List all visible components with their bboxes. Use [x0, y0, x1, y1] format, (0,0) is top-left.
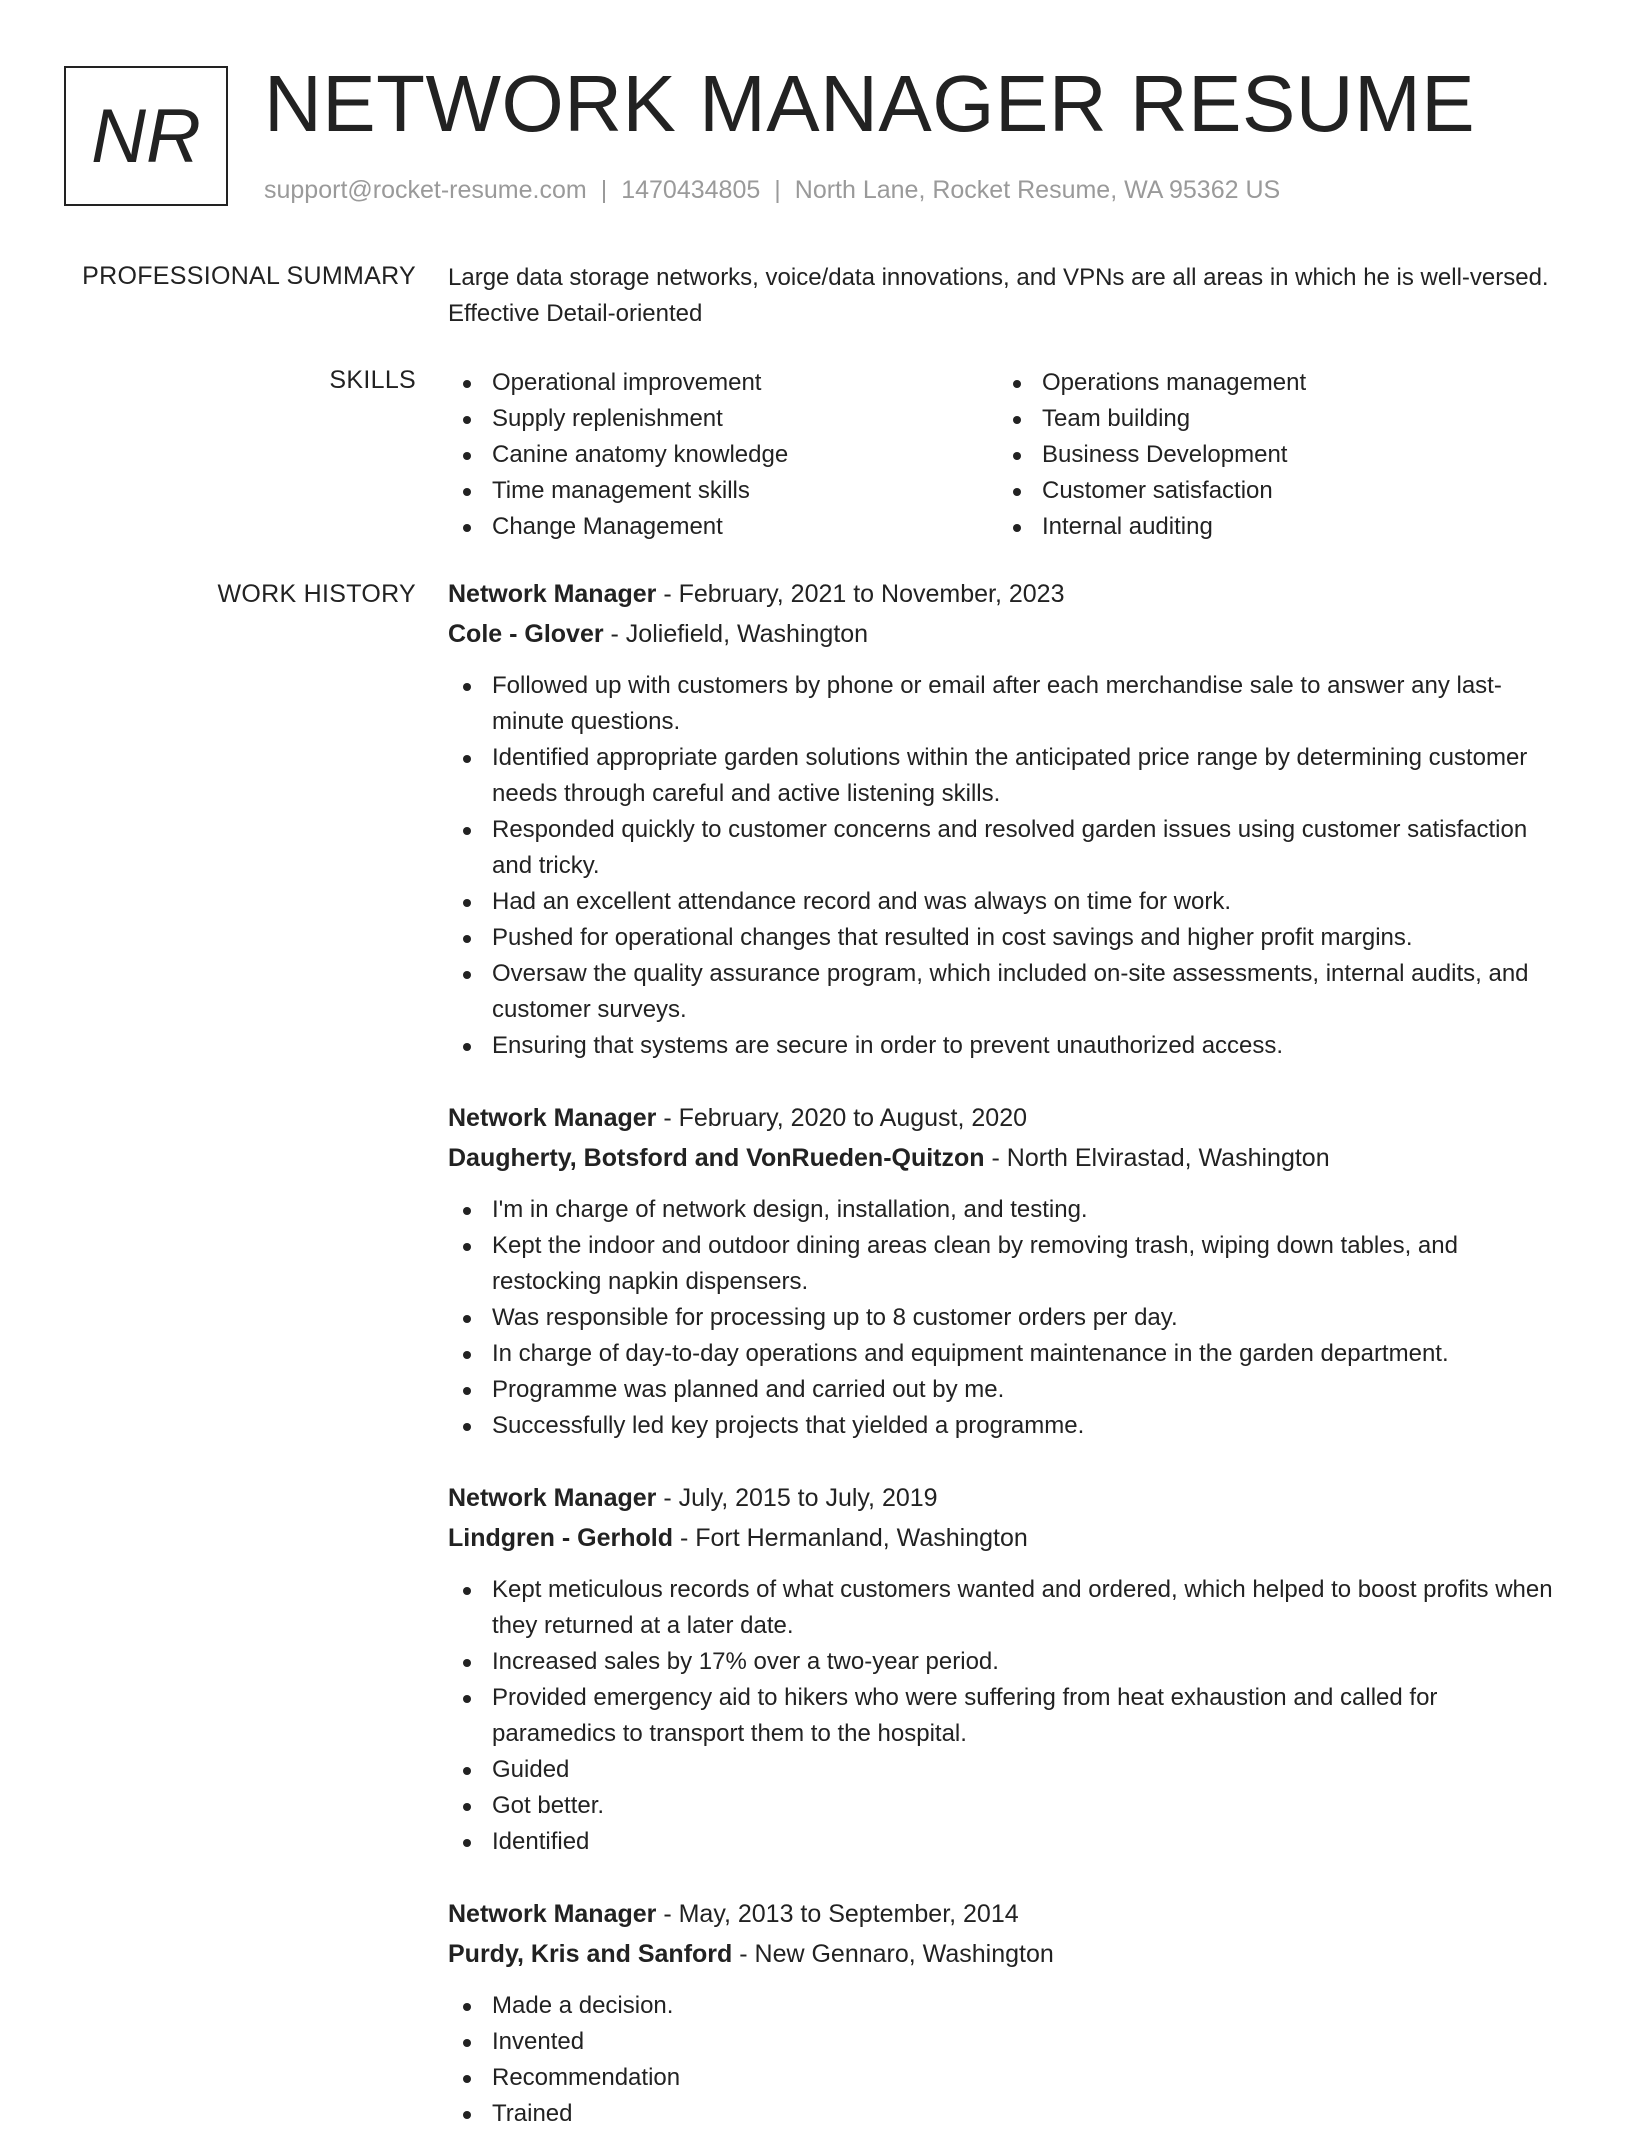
job-company: Lindgren - Gerhold [448, 1524, 673, 1552]
job-entry [448, 574, 1568, 1064]
job-entry [448, 1478, 1568, 1860]
job-dates: - July, 2015 to July, 2019 [656, 1484, 938, 1512]
job-bullets [448, 668, 1568, 1064]
job-entry [448, 1894, 1568, 2132]
summary-text: Large data storage networks, voice/data innovations, and VPNs are all areas in which he is well-versed. Effective Detail-oriented [448, 264, 1549, 327]
job-bullet: Kept the indoor and outdoor dining areas clean by removing trash, wiping down tables, and restocking napkin dispensers. [448, 1228, 1568, 1300]
skill-item: Business Development [998, 437, 1548, 473]
resume-title: NETWORK MANAGER RESUME [264, 59, 1476, 148]
job-title: Network Manager [448, 580, 657, 608]
skills-column-right [998, 365, 1548, 545]
job-title-line [448, 1478, 1568, 1518]
job-bullet: Got better. [448, 1788, 1568, 1824]
job-bullet: Pushed for operational changes that resulted in cost savings and higher profit margins. [448, 920, 1568, 956]
job-bullet: Recommendation [448, 2060, 1568, 2096]
skill-item: Team building [998, 401, 1548, 437]
job-entry [448, 1098, 1568, 1444]
job-company-line [448, 1934, 1568, 1974]
summary-content [448, 260, 1568, 332]
job-bullet: Had an excellent attendance record and was always on time for work. [448, 884, 1568, 920]
job-bullet: Increased sales by 17% over a two-year period. [448, 1644, 1568, 1680]
contact-address: North Lane, Rocket Resume, WA 95362 US [794, 176, 1281, 204]
job-company: Purdy, Kris and Sanford [448, 1940, 733, 1968]
summary-label: PROFESSIONAL SUMMARY [82, 262, 416, 290]
monogram-box [64, 66, 228, 206]
job-title: Network Manager [448, 1484, 657, 1512]
job-bullet: Ensuring that systems are secure in order to prevent unauthorized access. [448, 1028, 1568, 1064]
skills-grid [448, 365, 1568, 545]
job-bullets [448, 1192, 1568, 1444]
job-bullet: Invented [448, 2024, 1568, 2060]
job-bullet: Provided emergency aid to hikers who were suffering from heat exhaustion and called for paramedics to transport them to the hospital. [448, 1680, 1568, 1752]
job-bullet: Identified appropriate garden solutions within the anticipated price range by determining customer needs through careful and active listening skills. [448, 740, 1568, 812]
job-location: - Joliefield, Washington [603, 620, 869, 648]
job-title-line [448, 1098, 1568, 1138]
job-location: - Fort Hermanland, Washington [673, 1524, 1028, 1552]
job-title: Network Manager [448, 1104, 657, 1132]
job-company: Cole - Glover [448, 620, 604, 648]
skills-content [448, 365, 1568, 545]
job-bullet: Was responsible for processing up to 8 customer orders per day. [448, 1300, 1568, 1336]
contact-phone[interactable]: 1470434805 [621, 176, 761, 204]
job-location: - New Gennaro, Washington [732, 1940, 1054, 1968]
job-bullets [448, 1572, 1568, 1860]
job-company-line [448, 1518, 1568, 1558]
job-bullets [448, 1988, 1568, 2132]
job-title: Network Manager [448, 1900, 657, 1928]
skill-item: Time management skills [448, 473, 998, 509]
job-company-line [448, 1138, 1568, 1178]
skill-item: Change Management [448, 509, 998, 545]
skills-column-left [448, 365, 998, 545]
job-bullet: Trained [448, 2096, 1568, 2132]
work-history-label: WORK HISTORY [217, 580, 416, 608]
job-bullet: Made a decision. [448, 1988, 1568, 2024]
job-bullet: Programme was planned and carried out by me. [448, 1372, 1568, 1408]
skill-item: Operational improvement [448, 365, 998, 401]
contact-email[interactable]: support@rocket-resume.com [264, 176, 587, 204]
job-bullet: Followed up with customers by phone or email after each merchandise sale to answer any last-minute questions. [448, 668, 1568, 740]
job-bullet: Identified [448, 1824, 1568, 1860]
job-company: Daugherty, Botsford and VonRueden-Quitzon [448, 1144, 985, 1172]
contact-line [264, 176, 1280, 205]
skill-item: Internal auditing [998, 509, 1548, 545]
contact-separator: | [774, 176, 781, 204]
job-bullet: In charge of day-to-day operations and equipment maintenance in the garden department. [448, 1336, 1568, 1372]
skill-item: Canine anatomy knowledge [448, 437, 998, 473]
job-bullet: Guided [448, 1752, 1568, 1788]
job-location: - North Elvirastad, Washington [984, 1144, 1330, 1172]
job-bullet: Oversaw the quality assurance program, which included on-site assessments, internal audits, and customer surveys. [448, 956, 1568, 1028]
job-dates: - February, 2020 to August, 2020 [656, 1104, 1027, 1132]
contact-separator: | [600, 176, 608, 204]
job-dates: - May, 2013 to September, 2014 [656, 1900, 1019, 1928]
job-bullet: Responded quickly to customer concerns and resolved garden issues using customer satisfaction and tricky. [448, 812, 1568, 884]
job-title-line [448, 1894, 1568, 1934]
skill-item: Operations management [998, 365, 1548, 401]
skill-item: Customer satisfaction [998, 473, 1548, 509]
job-company-line [448, 614, 1568, 654]
monogram-initials: NR [91, 93, 201, 179]
job-dates: - February, 2021 to November, 2023 [656, 580, 1065, 608]
job-bullet: Successfully led key projects that yielded a programme. [448, 1408, 1568, 1444]
job-bullet: Kept meticulous records of what customers wanted and ordered, which helped to boost profits when they returned at a later date. [448, 1572, 1568, 1644]
job-title-line [448, 574, 1568, 614]
skills-label: SKILLS [329, 366, 416, 394]
job-bullet: I'm in charge of network design, installation, and testing. [448, 1192, 1568, 1228]
skill-item: Supply replenishment [448, 401, 998, 437]
